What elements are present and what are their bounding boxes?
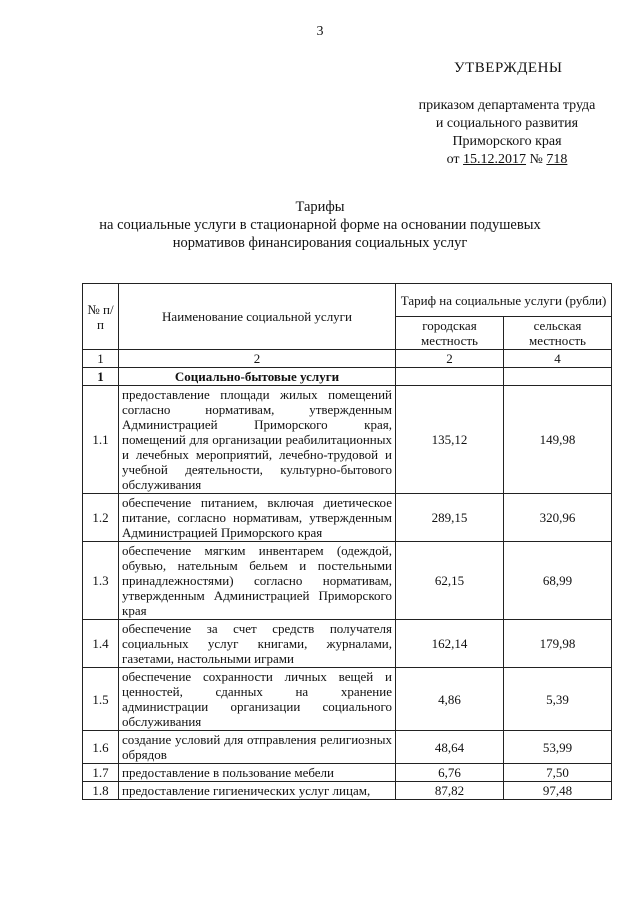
row-num: 1.5 bbox=[83, 668, 119, 731]
header-name: Наименование социальной услуги bbox=[119, 284, 396, 350]
row-rural-tariff: 5,39 bbox=[504, 668, 612, 731]
row-rural-tariff: 179,98 bbox=[504, 620, 612, 668]
table-row bbox=[83, 668, 612, 731]
section-empty bbox=[504, 368, 612, 386]
index-cell: 1 bbox=[83, 350, 119, 368]
row-urban-tariff: 48,64 bbox=[396, 731, 504, 764]
title-line-1: Тарифы bbox=[295, 199, 345, 215]
title-line-3: нормативов финансирования социальных услуг bbox=[172, 235, 468, 251]
row-rural-tariff: 68,99 bbox=[504, 542, 612, 620]
row-num: 1.8 bbox=[83, 782, 119, 800]
row-urban-tariff: 135,12 bbox=[396, 386, 504, 494]
row-num: 1.7 bbox=[83, 764, 119, 782]
approval-number: 718 bbox=[546, 152, 568, 167]
row-service-name: создание условий для отправления религиозных обрядов bbox=[119, 731, 396, 764]
row-rural-tariff: 53,99 bbox=[504, 731, 612, 764]
row-service-name: предоставление гигиенических услуг лицам, bbox=[119, 782, 396, 800]
approval-block bbox=[400, 60, 630, 169]
row-num: 1.2 bbox=[83, 494, 119, 542]
approval-date: 15.12.2017 bbox=[463, 152, 527, 167]
approval-line-2: и социального развития bbox=[435, 116, 579, 131]
approval-date-prefix: от bbox=[446, 152, 460, 167]
table-row bbox=[83, 782, 612, 800]
table-row bbox=[83, 542, 612, 620]
row-rural-tariff: 320,96 bbox=[504, 494, 612, 542]
row-rural-tariff: 97,48 bbox=[504, 782, 612, 800]
page-number: 3 bbox=[316, 24, 324, 39]
approval-date-line bbox=[402, 151, 612, 169]
section-num: 1 bbox=[83, 368, 119, 386]
row-urban-tariff: 289,15 bbox=[396, 494, 504, 542]
index-row bbox=[83, 350, 612, 368]
row-rural-tariff: 149,98 bbox=[504, 386, 612, 494]
row-rural-tariff: 7,50 bbox=[504, 764, 612, 782]
row-service-name: обеспечение сохранности личных вещей и ценностей, сданных на хранение администрации организации социального обслуживания bbox=[119, 668, 396, 731]
row-service-name: обеспечение мягким инвентарем (одеждой, обувью, нательным бельем и постельными принадлежностями) согласно нормативам, утвержденным Администрацией Приморского края bbox=[119, 542, 396, 620]
header-urban: городская местность bbox=[396, 317, 504, 350]
row-urban-tariff: 6,76 bbox=[396, 764, 504, 782]
approval-number-sign: № bbox=[529, 152, 543, 167]
section-empty bbox=[396, 368, 504, 386]
document-title bbox=[60, 198, 580, 252]
row-service-name: предоставление в пользование мебели bbox=[119, 764, 396, 782]
tariff-table bbox=[82, 283, 612, 800]
header-rural: сельская местность bbox=[504, 317, 612, 350]
table-row bbox=[83, 731, 612, 764]
index-cell: 2 bbox=[396, 350, 504, 368]
row-service-name: обеспечение за счет средств получателя социальных услуг книгами, журналами, газетами, настольными играми bbox=[119, 620, 396, 668]
section-name: Социально-бытовые услуги bbox=[119, 368, 396, 386]
index-cell: 2 bbox=[119, 350, 396, 368]
row-service-name: обеспечение питанием, включая диетическое питание, согласно нормативам, утвержденным Администрацией Приморского края bbox=[119, 494, 396, 542]
row-num: 1.1 bbox=[83, 386, 119, 494]
table-row bbox=[83, 494, 612, 542]
approval-line-1: приказом департамента труда bbox=[418, 98, 596, 113]
index-cell: 4 bbox=[504, 350, 612, 368]
table-header-row bbox=[83, 284, 612, 317]
header-tariff: Тариф на социальные услуги (рубли) bbox=[396, 284, 612, 317]
row-urban-tariff: 162,14 bbox=[396, 620, 504, 668]
section-row bbox=[83, 368, 612, 386]
approval-line-3: Приморского края bbox=[452, 134, 562, 149]
row-urban-tariff: 4,86 bbox=[396, 668, 504, 731]
row-num: 1.3 bbox=[83, 542, 119, 620]
row-urban-tariff: 62,15 bbox=[396, 542, 504, 620]
row-num: 1.6 bbox=[83, 731, 119, 764]
table-row bbox=[83, 386, 612, 494]
table-row bbox=[83, 620, 612, 668]
approval-heading: УТВЕРЖДЕНЫ bbox=[454, 60, 563, 76]
row-service-name: предоставление площади жилых помещений согласно нормативам, утвержденным Администрацией Приморского края, помещений для организации реабилитационных и лечебных мероприятий, лечебно-трудовой и учебной деятельности, культурно-бытового обслуживания bbox=[119, 386, 396, 494]
row-num: 1.4 bbox=[83, 620, 119, 668]
title-line-2: на социальные услуги в стационарной форме на основании подушевых bbox=[99, 217, 541, 233]
table-row bbox=[83, 764, 612, 782]
header-num: № п/п bbox=[83, 284, 119, 350]
row-urban-tariff: 87,82 bbox=[396, 782, 504, 800]
